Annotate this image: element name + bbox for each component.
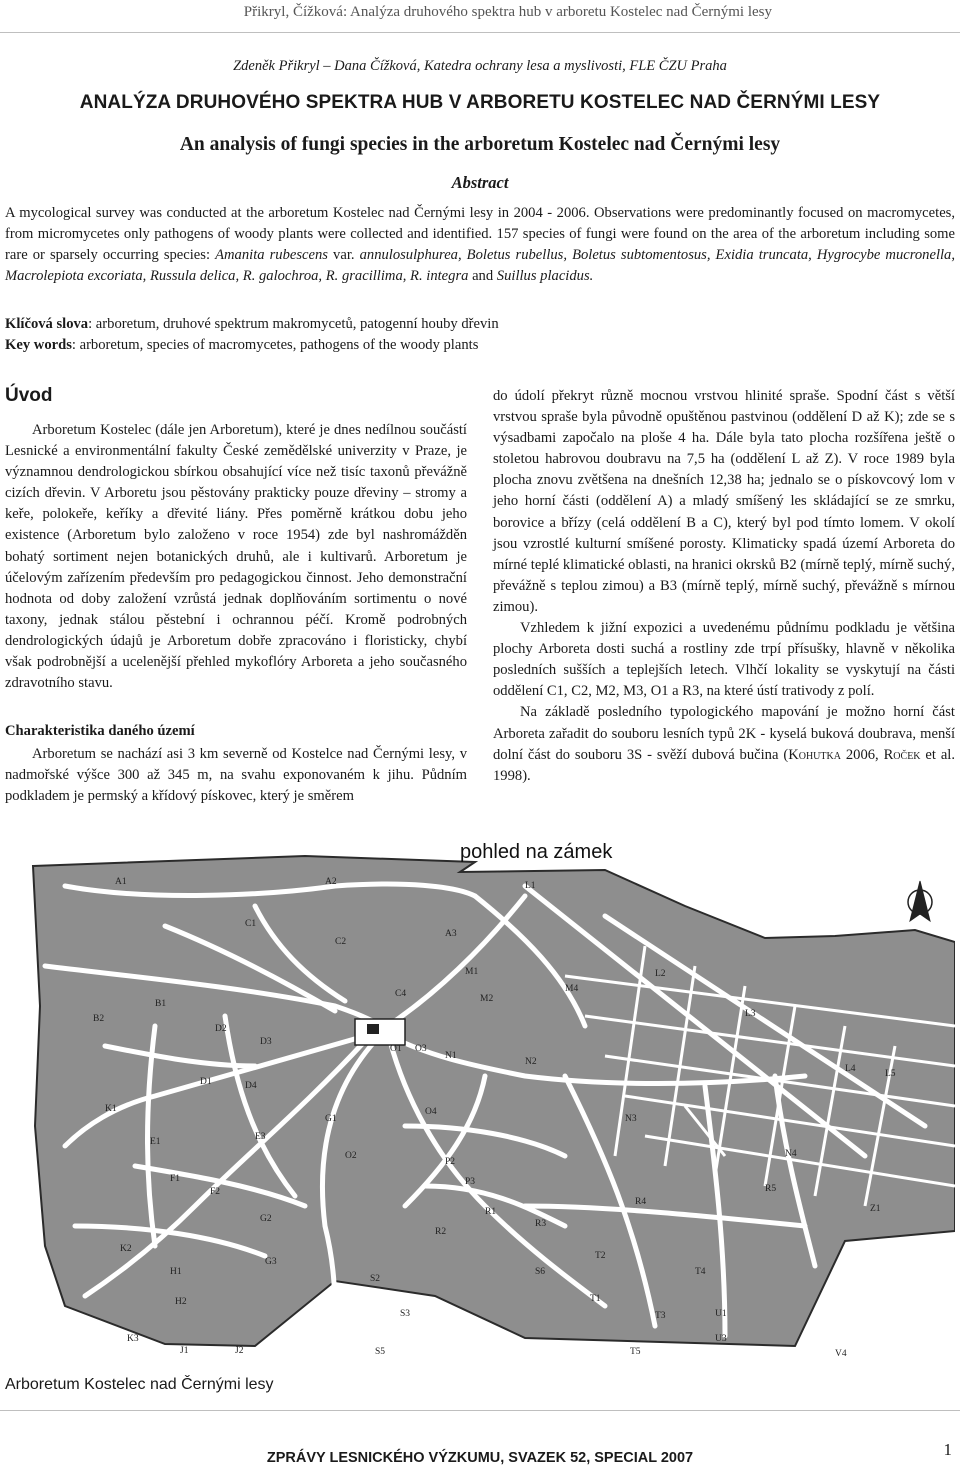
map-label-n1: N1	[445, 1051, 457, 1061]
map-label-c1: C1	[245, 919, 257, 929]
map-label-j2: J2	[235, 1346, 244, 1356]
map-label-h2: H2	[175, 1297, 187, 1307]
map-label-o1: O1	[390, 1044, 402, 1054]
keywords-english-text: : arboretum, species of macromycetes, pathogens of the woody plants	[71, 337, 479, 353]
map-label-j1: J1	[180, 1346, 189, 1356]
map-label-p2: P2	[445, 1157, 456, 1167]
map-label-a2: A2	[325, 877, 337, 887]
map-label-d4: D4	[245, 1081, 257, 1091]
map-label-a1: A1	[115, 877, 127, 887]
map-label-n3: N3	[625, 1114, 637, 1124]
footer-divider	[0, 1410, 960, 1411]
map-label-f1: F1	[170, 1174, 181, 1184]
keywords-english-label: Key words	[5, 337, 72, 353]
map-label-t4: T4	[695, 1267, 706, 1277]
map-label-r2: R2	[435, 1227, 447, 1237]
map-label-r5: R5	[765, 1184, 777, 1194]
map-label-k3: K3	[127, 1334, 139, 1344]
running-head: Přikryl, Čížková: Analýza druhového spektra hub v arboretu Kostelec nad Černými lesy	[243, 4, 772, 20]
map-label-h1: H1	[170, 1267, 182, 1277]
map-label-u1: U1	[715, 1309, 727, 1319]
map-label-r4: R4	[635, 1197, 647, 1207]
citation-rocek: Roček	[883, 746, 921, 763]
abstract-species-2: annulosulphurea, Boletus rubellus, Boletus subtomentosus, Exidia truncata, Hygrocybe mucronella, Macrolepiota excoriata, Russula delica, R. galochroa, R. gracillima, R. integra	[5, 247, 955, 284]
keywords-czech-text: : arboretum, druhové spektrum makromycetů, patogenní houby dřevin	[88, 316, 499, 332]
page-number: 1	[943, 1440, 952, 1459]
characteristics-column	[5, 744, 467, 807]
map-label-t1: T1	[590, 1294, 601, 1304]
citation-kohutka: Kohutka	[788, 746, 841, 763]
map-label-g2: G2	[260, 1214, 272, 1224]
authors-line: Zdeněk Přikryl – Dana Čížková, Katedra ochrany lesa a myslivosti, FLE ČZU Praha	[233, 58, 727, 74]
map-label-o2: O2	[345, 1151, 357, 1161]
abstract-part-2: var.	[327, 247, 360, 263]
right-column	[493, 386, 955, 787]
map-label-f2: F2	[210, 1187, 221, 1197]
map-label-o3: O3	[415, 1044, 427, 1054]
title-czech: ANALÝZA DRUHOVÉHO SPEKTRA HUB V ARBORETU KOSTELEC NAD ČERNÝMI LESY	[79, 92, 881, 113]
map-label-t3: T3	[655, 1311, 666, 1321]
map-label-n2: N2	[525, 1057, 537, 1067]
keywords-czech-label: Klíčová slova	[5, 316, 89, 332]
map-building	[367, 1024, 379, 1034]
characteristics-paragraph: Arboretum se nachází asi 3 km severně od Kostelce nad Černými lesy, v nadmořské výšce 300 až 345 m, na svahu exponovaném k jihu. Půdním podkladem je permský a křídový pískovec, který je směrem	[5, 746, 467, 805]
journal-footer: ZPRÁVY LESNICKÉHO VÝZKUMU, SVAZEK 52, SPECIAL 2007	[266, 1450, 694, 1466]
map-label-n4: N4	[785, 1149, 797, 1159]
right-paragraph-2: Vzhledem k jižní expozici a uvedenému půdnímu podkladu je většina plochy Arboreta dosti suchá a rostliny zde trpí přísušky, hlavně v několika posledních sušších a teplejších letech. Vlhčí lokality se vyskytují na části oddělení C1, C2, M2, M3, O1 a R3, na které ústí trativody z polí.	[493, 620, 955, 700]
right-paragraph-3-b: 2006,	[840, 746, 884, 763]
map-label-z1: Z1	[870, 1204, 881, 1214]
map-label-b2: B2	[93, 1014, 105, 1024]
abstract-text	[5, 203, 955, 287]
map-label-m4: M4	[565, 984, 579, 994]
map-label-k2: K2	[120, 1244, 132, 1254]
keywords-english	[5, 335, 955, 356]
intro-paragraph: Arboretum Kostelec (dále jen Arboretum), které je dnes nedílnou součástí Lesnické a environmentální fakulty České zemědělské univerzity v Praze, je významnou dendrologickou sbírkou obsahující více než tisíc taxonů převážně cizích dřevin. V Arboretu jsou pěstovány prakticky pouze dřeviny – stromy a keře, polokeře, keříky a dřevité liány. Přes poměrně krátkou dobu jeho existence (Arboretum bylo založeno v roce 1954) zde byl nashromážděn bohatý sortiment nejen botanických druhů, ale i kultivarů. Arboretum je účelovým zařízením především pro pedagogickou činnost. Jeho demonstrační hodnota od doby založení vzrůstá jednak doplňováním sortimentu o nové taxony, jednak stálou pěstební i ochrannou péčí. Kromě podrobných dendrologických údajů je Arboretum dobře zpracováno i floristicky, chybí však podrobnější a ucelenější přehled mykoflóry Arboreta a jeho současného zdravotního stavu.	[5, 422, 467, 692]
arboretum-map	[5, 826, 955, 1366]
map-label-g1: G1	[325, 1114, 337, 1124]
map-castle-area	[355, 1019, 405, 1045]
right-paragraph-3-a: Na základě posledního typologického mapování je možno horní část Arboreta zařadit do souboru lesních typů 2K - kyselá buková doubrava, menší dolní část do souboru 3S - svěží dubová bučina (	[493, 704, 955, 763]
map-label-b1: B1	[155, 999, 167, 1009]
map-label-l3: L3	[745, 1009, 756, 1019]
map-label-t5: T5	[630, 1347, 641, 1357]
map-label-a3: A3	[445, 929, 457, 939]
map-label-k1: K1	[105, 1104, 117, 1114]
header-divider	[0, 32, 960, 33]
map-caption: Arboretum Kostelec nad Černými lesy	[5, 1376, 274, 1393]
abstract-part-1: A mycological survey was conducted at the arboretum Kostelec nad Černými lesy in 2004 - 2006. Observations were predominantly focused on macromycetes, from micromycetes only pathogens of woody plants were collected and identified. 157 species of fungi were found on the area of the arboretum including some rare or sparsely occurring species:	[5, 205, 955, 263]
map-label-m2: M2	[480, 994, 494, 1004]
map-label-s6: S6	[535, 1267, 546, 1277]
map-label-e1: E1	[150, 1137, 161, 1147]
map-label-d1: D1	[200, 1077, 212, 1087]
abstract-species-3: Suillus placidus.	[496, 268, 594, 284]
intro-heading: Úvod	[5, 385, 53, 406]
map-label-u3: U3	[715, 1334, 727, 1344]
map-label-o4: O4	[425, 1107, 437, 1117]
map-label-l5: L5	[885, 1069, 896, 1079]
map-label-t2: T2	[595, 1251, 606, 1261]
map-label-r3: R3	[535, 1219, 547, 1229]
map-label-d3: D3	[260, 1037, 272, 1047]
right-paragraph-3	[493, 702, 955, 786]
map-label-p3: P3	[465, 1177, 476, 1187]
right-paragraph-3-c: et al. 1998).	[493, 746, 955, 784]
right-paragraph-1: do údolí překryt různě mocnou vrstvou hlinité spraše. Spodní část s větší vrstvou spraše byla původně opuštěnou pastvinou (oddělení D až K); zde se s výsadbami započalo na ploše 4 ha. Dále byla tato plocha rozšířena ještě o stoletou habrovou doubravu na 7,5 ha (oddělení L až Z). V roce 1989 byla plocha znovu zvětšena na dnešních 12,38 ha; jednalo se o pískovcový lom v jeho horní části (oddělení A) a mladý smíšený les skládající se ze smrku, borovice a břízy (celá oddělení B a C), který byl pod tímto lomem. V okolí jsou vzrostlé kulturní smíšené porosty. Klimaticky spadá území Arboreta do mírné teplé klimatické oblasti, na hranici okrsků B2 (mírně teplý, mírně suchý, převážně s teplou zimou) a B3 (mírně teplý, mírně suchý, převážně s mírnou zimou).	[493, 388, 955, 615]
map-label-d2: D2	[215, 1024, 227, 1034]
map-label-r1: R1	[485, 1207, 497, 1217]
keywords-block	[5, 314, 955, 356]
abstract-species-1: Amanita rubescens	[215, 247, 328, 263]
map-label-c4: C4	[395, 989, 407, 999]
map-label-g3: G3	[265, 1257, 277, 1267]
abstract-heading: Abstract	[451, 173, 509, 192]
map-label-v4: V4	[835, 1349, 847, 1359]
map-label-c2: C2	[335, 937, 347, 947]
map-castle-view-label: pohled na zámek	[460, 841, 613, 863]
map-label-s3: S3	[400, 1309, 411, 1319]
map-label-s2: S2	[370, 1274, 381, 1284]
map-label-m1: M1	[465, 967, 479, 977]
map-label-s5: S5	[375, 1347, 386, 1357]
map-label-l2: L2	[655, 969, 666, 979]
map-label-l4: L4	[845, 1064, 856, 1074]
abstract-part-3: and	[468, 268, 497, 284]
characteristics-heading: Charakteristika daného území	[5, 723, 195, 739]
map-label-e3: E3	[255, 1132, 266, 1142]
intro-column	[5, 420, 467, 694]
map-label-l1: L1	[525, 881, 536, 891]
keywords-czech	[5, 314, 955, 335]
title-english: An analysis of fungi species in the arboretum Kostelec nad Černými lesy	[179, 134, 781, 155]
